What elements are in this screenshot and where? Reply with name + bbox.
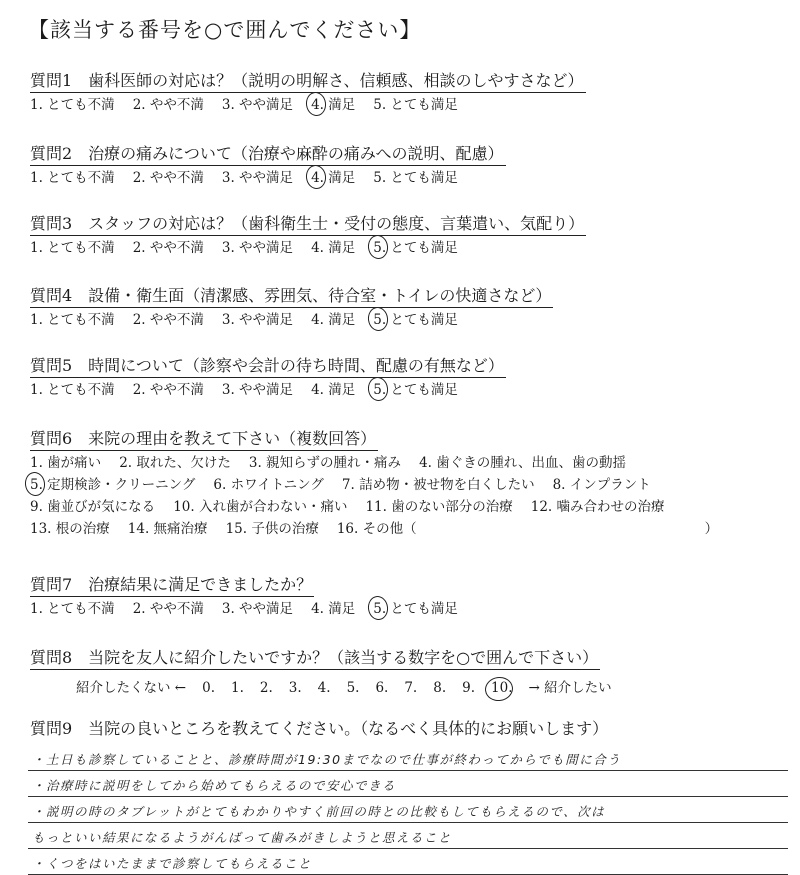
- option-number: 4.: [311, 312, 324, 328]
- option: [342, 475, 535, 495]
- option-label: とても不満: [42, 601, 115, 617]
- option-number: 3.: [221, 240, 235, 256]
- option: [222, 168, 293, 188]
- option-label: 根の治療: [51, 521, 110, 537]
- option-selected: [311, 95, 355, 115]
- option-label: やや不満: [145, 240, 204, 256]
- options-row: [30, 453, 780, 473]
- scale-value: 4.: [317, 680, 331, 696]
- scale-value: 2.: [259, 680, 273, 696]
- option-label: やや不満: [145, 382, 204, 398]
- option-number: 5.: [30, 477, 43, 493]
- option: [30, 453, 101, 473]
- option: [222, 599, 293, 619]
- option-number: 4.: [311, 601, 324, 617]
- option-label: 無痛治療: [149, 521, 208, 537]
- option-number: 15.: [225, 521, 248, 537]
- option-label: とても満足: [386, 240, 458, 256]
- handwritten-answer-line: ・くつをはいたままで診察してもらえること: [28, 849, 788, 875]
- question-7: [30, 574, 780, 619]
- option-label: やや不満: [145, 170, 204, 186]
- option-label: 歯ぐきの腫れ、出血、歯の動揺: [431, 455, 627, 471]
- options-row: [30, 497, 780, 517]
- option-label: とても不満: [42, 240, 115, 256]
- option-selected: [373, 380, 458, 400]
- option: [30, 497, 155, 517]
- option-label: とても満足: [386, 382, 458, 398]
- page-title: 【該当する番号を○で囲んでください】: [28, 18, 422, 42]
- option: [226, 519, 319, 539]
- question-title: 質問1 歯科医師の対応は？（説明の明解さ、信頼感、相談のしやすさなど）: [30, 70, 586, 93]
- option-number: 1.: [30, 170, 43, 186]
- option-number: 4.: [311, 170, 324, 186]
- question-title: 質問8 当院を友人に紹介したいですか？（該当する数字を○で囲んで下さい）: [30, 647, 600, 670]
- question-title: 質問7 治療結果に満足できましたか？: [30, 574, 314, 597]
- option-number: 5.: [373, 601, 387, 617]
- question-title: 質問2 治療の痛みについて（治療や麻酔の痛みへの説明、配慮）: [30, 143, 506, 166]
- option-label: ホワイトニング: [226, 477, 324, 493]
- option-number: 1.: [30, 382, 43, 398]
- option-number: 1.: [30, 240, 43, 256]
- option-number: 6.: [213, 477, 227, 493]
- question-4: [30, 285, 780, 330]
- option: [213, 475, 323, 495]
- option-label: やや満足: [234, 312, 294, 328]
- option: [30, 95, 115, 115]
- options-row: [30, 599, 780, 619]
- option-label: とても満足: [386, 312, 458, 328]
- option: [30, 380, 115, 400]
- option-number: 9.: [30, 499, 43, 515]
- question-title: 質問9 当院の良いところを教えてください。（なるべく具体的にお願いします）: [30, 719, 609, 738]
- options-row: [30, 310, 780, 330]
- option-label: 噛み合わせの治療: [552, 499, 665, 515]
- option-label: 満足: [323, 382, 356, 398]
- option: [30, 238, 115, 258]
- option-label: 入れ歯が合わない・痛い: [194, 499, 348, 515]
- question-8: [30, 647, 780, 696]
- option: [222, 95, 293, 115]
- option: [133, 380, 204, 400]
- scale-value: 3.: [288, 680, 302, 696]
- question-2: [30, 143, 780, 188]
- option-number: 1.: [30, 455, 43, 471]
- options-row: [30, 95, 780, 115]
- option-label: 歯並びが気になる: [42, 499, 156, 515]
- option-label: やや満足: [234, 240, 294, 256]
- option: [133, 168, 204, 188]
- option-label: 満足: [323, 601, 356, 617]
- option: [311, 380, 355, 400]
- option-label: 子供の治療: [247, 521, 319, 537]
- option-number: 3.: [221, 97, 235, 113]
- option-number: 2.: [132, 312, 146, 328]
- free-answer-area: [28, 745, 788, 875]
- option-label: 歯のない部分の治療: [386, 499, 513, 515]
- option-label: とても満足: [386, 170, 458, 186]
- option-number: 5.: [373, 170, 387, 186]
- option-number: 14.: [127, 521, 150, 537]
- option-selected: [30, 475, 195, 495]
- question-3: [30, 213, 780, 258]
- option-number: 3.: [221, 312, 235, 328]
- options-row: [30, 168, 780, 188]
- option-selected: [373, 599, 458, 619]
- option-label: やや不満: [145, 97, 204, 113]
- option-label: 取れた、欠けた: [132, 455, 231, 471]
- option-label: やや満足: [234, 382, 294, 398]
- option-label: 満足: [323, 312, 356, 328]
- option-label: 親知らずの腫れ・痛み: [261, 455, 402, 471]
- option-number: 10.: [173, 499, 195, 515]
- option-label: インプラント: [565, 477, 651, 493]
- option-number: 4.: [311, 97, 324, 113]
- option-label: 満足: [323, 240, 356, 256]
- option-label: やや満足: [234, 97, 294, 113]
- handwritten-answer-line: ・説明の時のタブレットがとてもわかりやすく前回の時との比較もしてもらえるので、次は: [28, 797, 788, 823]
- scale-value: 0.: [202, 680, 215, 696]
- option: [128, 519, 208, 539]
- option-selected: [311, 168, 355, 188]
- option: [419, 453, 626, 473]
- option: [373, 168, 458, 188]
- option-number: 16.: [336, 521, 359, 537]
- question-9: [30, 718, 780, 740]
- question-6: [30, 428, 780, 539]
- option-number: 2.: [132, 97, 146, 113]
- q6-options: [30, 453, 780, 539]
- handwritten-answer-line: ・治療時に説明をしてから始めてもらえるので安心できる: [28, 771, 788, 797]
- option: [311, 238, 355, 258]
- option-selected: [373, 310, 458, 330]
- option-number: 8.: [552, 477, 566, 493]
- option-label: とても不満: [42, 382, 115, 398]
- option: [249, 453, 401, 473]
- scale-value: 7.: [404, 680, 418, 696]
- option-number: 1.: [30, 312, 43, 328]
- option-number: 1.: [30, 601, 43, 617]
- option: [311, 310, 355, 330]
- option-number: 3.: [221, 382, 235, 398]
- option-label: やや不満: [145, 312, 204, 328]
- option-number: 12.: [530, 499, 553, 515]
- scale-value-selected: 10.: [491, 680, 513, 696]
- option-label: 詰め物・被せ物を白くしたい: [354, 477, 535, 493]
- option-label: とても満足: [386, 601, 458, 617]
- scale-value: 6.: [375, 680, 389, 696]
- question-1: [30, 70, 780, 115]
- option: [222, 238, 293, 258]
- option: [119, 453, 231, 473]
- option: [173, 497, 347, 517]
- option-label: とても満足: [386, 97, 458, 113]
- question-title: 質問4 設備・衛生面（清潔感、雰囲気、待合室・トイレの快適さなど）: [30, 285, 553, 308]
- option: [553, 475, 651, 495]
- question-title: 質問3 スタッフの対応は？（歯科衛生士・受付の態度、言葉遣い、気配り）: [30, 213, 586, 236]
- option-number: 2.: [119, 455, 133, 471]
- option-number: 2.: [132, 240, 146, 256]
- option-number: 3.: [221, 601, 235, 617]
- option-label: やや満足: [234, 170, 294, 186]
- option: [373, 95, 458, 115]
- option: [133, 238, 204, 258]
- option-label: 満足: [323, 170, 356, 186]
- option-label: とても不満: [42, 97, 115, 113]
- option-number: 3.: [221, 170, 235, 186]
- option-number: 4.: [419, 455, 432, 471]
- option: [133, 95, 204, 115]
- option: [311, 599, 355, 619]
- option-number: 11.: [365, 499, 387, 515]
- option-number: 5.: [373, 312, 387, 328]
- option: [30, 310, 115, 330]
- option-number: 4.: [311, 240, 324, 256]
- option: [30, 519, 110, 539]
- option: [133, 310, 204, 330]
- options-row: [30, 519, 780, 539]
- option: [30, 168, 115, 188]
- options-row: [30, 475, 780, 495]
- option: [365, 497, 512, 517]
- option-number: 5.: [373, 97, 387, 113]
- option-number: 1.: [30, 97, 43, 113]
- option-label: 満足: [323, 97, 356, 113]
- option-label: とても不満: [42, 170, 115, 186]
- option-number: 13.: [30, 521, 52, 537]
- recommend-scale: [30, 676, 780, 696]
- question-5: [30, 355, 780, 400]
- option-number: 5.: [373, 240, 387, 256]
- option-selected: [373, 238, 458, 258]
- options-row: [30, 380, 780, 400]
- option: [222, 380, 293, 400]
- other-paren-close: ）: [704, 521, 719, 537]
- option-number: 2.: [132, 170, 146, 186]
- option: [222, 310, 293, 330]
- scale-value: 5.: [346, 680, 360, 696]
- option-number: 5.: [373, 382, 387, 398]
- scale-value: 8.: [433, 680, 447, 696]
- option-number: 3.: [248, 455, 262, 471]
- option-number: 4.: [311, 382, 324, 398]
- options-row: [30, 238, 780, 258]
- option: [30, 599, 115, 619]
- option: [337, 519, 417, 539]
- option-label: 定期検診・クリーニング: [42, 477, 196, 493]
- option-label: その他（: [358, 521, 417, 537]
- option-label: とても不満: [42, 312, 115, 328]
- option-number: 2.: [132, 382, 146, 398]
- option-label: やや不満: [145, 601, 204, 617]
- option: [531, 497, 665, 517]
- option-label: 歯が痛い: [42, 455, 102, 471]
- scale-value: 1.: [231, 680, 244, 696]
- scale-value: 9.: [462, 680, 476, 696]
- option: [133, 599, 204, 619]
- option-number: 2.: [132, 601, 146, 617]
- handwritten-answer-line: もっといい結果になるようがんばって歯みがきしようと思えること: [28, 823, 788, 849]
- handwritten-answer-line: ・土日も診察していることと、診療時間が19:30までなので仕事が終わってからでも間に合う: [28, 745, 788, 771]
- option-label: やや満足: [234, 601, 294, 617]
- scale-left-label: 紹介したくない ←: [76, 680, 187, 696]
- question-title: 質問5 時間について（診察や会計の待ち時間、配慮の有無など）: [30, 355, 506, 378]
- option-number: 7.: [341, 477, 355, 493]
- scale-right-label: → 紹介したい: [528, 680, 612, 696]
- question-title: 質問6 来院の理由を教えて下さい（複数回答）: [30, 428, 378, 451]
